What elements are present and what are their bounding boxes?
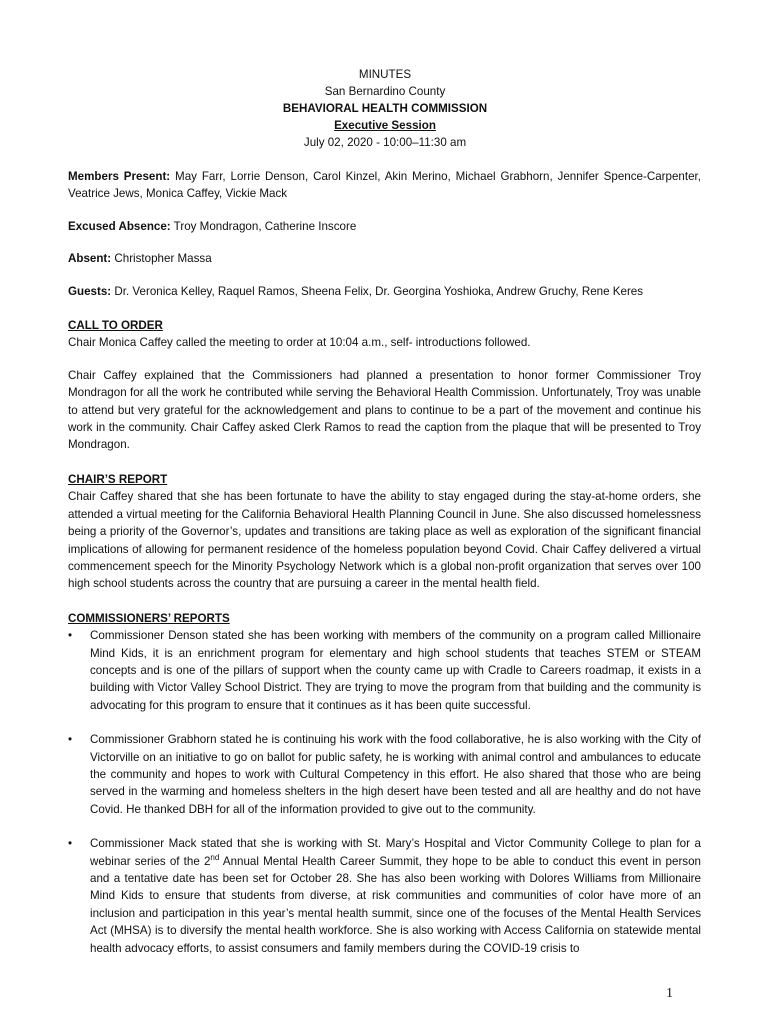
document-header <box>0 66 770 151</box>
absent-list: Christopher Massa <box>111 252 212 266</box>
list-item <box>68 627 701 714</box>
call-to-order-section <box>68 317 701 454</box>
commissioners-reports-section <box>68 610 701 957</box>
excused-absence-label: Excused Absence: <box>68 219 171 233</box>
guests-label: Guests: <box>68 284 112 298</box>
bullet-icon: • <box>68 837 73 851</box>
page-number: 1 <box>666 986 673 1001</box>
bullet-icon: • <box>68 629 73 643</box>
report-grabhorn: Commissioner Grabhorn stated he is continuing his work with the food collaborative, he is also working with the City of Victorville on an initiative to go on ballot for public safety, he is working with animal control and ambulances to educate the community and hopes to work with Cultural Competency in this effort. He also shared that those who are being served in the warming and homeless shelters in the high desert have been tested and all are healthy and do not have Covid. He thanked DBH for all of the information provided to give out to the community. <box>90 733 701 816</box>
report-mack-part-1: Commissioner Mack stated that she is working with St. Mary’s Hospital and Victor Community College to plan for a webinar series of the 2 <box>90 837 701 868</box>
document-body <box>68 168 701 974</box>
bullet-icon: • <box>68 733 73 747</box>
list-item <box>68 835 701 957</box>
meeting-date: July 02, 2020 - 10:00–11:30 am <box>303 136 467 149</box>
list-item <box>68 731 701 818</box>
commissioners-reports-list <box>68 627 701 957</box>
chairs-report-section <box>68 471 701 593</box>
commissioners-reports-heading: COMMISSIONERS’ REPORTS <box>68 611 230 625</box>
absent-label: Absent: <box>68 252 112 266</box>
call-to-order-heading: CALL TO ORDER <box>68 319 163 333</box>
call-to-order-paragraph-2: Chair Caffey explained that the Commissioners had planned a presentation to honor former Commissioner Troy Mondragon for all the work he contributed while serving the Behavioral Health Commission. Unfortunately, Troy was unable to attend but very grateful for the acknowledgement and plans to continue to be a part of the movement and continue his work in the community. Chair Caffey asked Clerk Ramos to read the caption from the plaque that will be presented to Troy Mondragon. <box>68 368 701 452</box>
members-present <box>68 168 701 203</box>
commission-name: BEHAVIORAL HEALTH COMMISSION <box>282 102 488 115</box>
county-name: San Bernardino County <box>324 85 446 98</box>
call-to-order-paragraph-1: Chair Monica Caffey called the meeting to order at 10:04 a.m., self- introductions followed. <box>68 336 531 350</box>
report-mack-part-2: Annual Mental Health Career Summit, they hope to be able to conduct this event in person and a tentative date has been set for October 28. She has also been working with Dolores Williams from Millionaire Mind Kids to ensure that students from diverse, at risk communities and communities of color have more of an inclusion and participation in this year’s mental health summit, since one of the focuses of the Mental Health Services Act (MHSA) is to diversify the mental health workforce. She is also working with Access California on statewide mental health advocacy efforts, to assist consumers and family members during the COVID-19 crisis to <box>90 854 701 955</box>
report-denson: Commissioner Denson stated she has been working with members of the community on a program called Millionaire Mind Kids, it is an enrichment program for elementary and high school students that teaches STEM or STEAM concepts and is one of the pillars of support when the county came up with Cradle to Careers roadmap, it exists in a building with Victor Valley School District. They are trying to move the program from that building and the community is advocating for this program to ensure that it continues as it has been quite successful. <box>90 629 701 712</box>
session-type: Executive Session <box>334 119 436 132</box>
excused-absence-list: Troy Mondragon, Catherine Inscore <box>170 219 357 233</box>
absent <box>68 250 701 267</box>
chairs-report-paragraph: Chair Caffey shared that she has been fortunate to have the ability to stay engaged during the stay-at-home orders, she attended a virtual meeting for the California Behavioral Health Planning Council in June. She also discussed homelessness being a priority of the Governor’s, updates and transitions are taking place as well as exploration of the significant financial implications of allowing for permanent residence of the homeless population beyond Covid. Chair Caffey delivered a virtual commencement speech for the Minority Psychology Network which is a global non-profit organization that serves over 100 high school students across the country that are pursuing a career in the mental health field. <box>68 490 701 591</box>
guests <box>68 283 701 300</box>
members-present-list: May Farr, Lorrie Denson, Carol Kinzel, Akin Merino, Michael Grabhorn, Jennifer Spence-Carpenter, Veatrice Jews, Monica Caffey, Vickie Mack <box>68 170 701 201</box>
chairs-report-heading: CHAIR’S REPORT <box>68 472 168 486</box>
minutes-label: MINUTES <box>358 68 412 81</box>
excused-absence <box>68 218 701 235</box>
members-present-label: Members Present: <box>68 170 171 183</box>
report-mack <box>90 835 701 957</box>
ordinal-suffix: nd <box>210 852 220 862</box>
guests-list: Dr. Veronica Kelley, Raquel Ramos, Sheena Felix, Dr. Georgina Yoshioka, Andrew Gruchy, Rene Keres <box>111 284 644 298</box>
